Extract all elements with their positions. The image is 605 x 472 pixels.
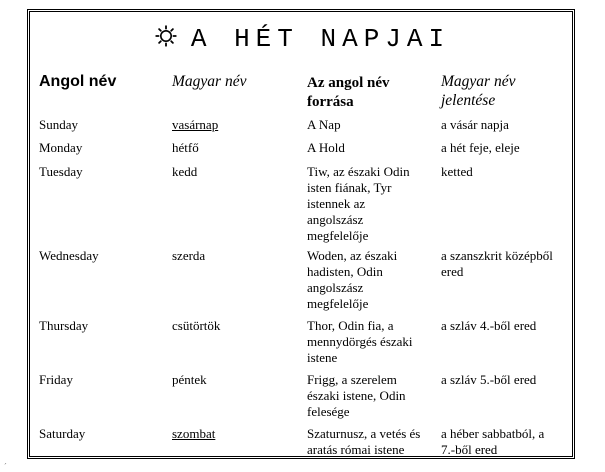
meaning-line: ered <box>441 264 464 279</box>
source-line: Szaturnusz, a vetés és <box>307 426 421 441</box>
cell-hungarian-tuesday: kedd <box>172 164 198 179</box>
cell-hungarian-thursday: csütörtök <box>172 318 221 333</box>
title-text: A HÉT NAPJAI <box>190 24 451 54</box>
meaning-line: a szláv 4.-ből ered <box>441 318 537 333</box>
source-line: Woden, az északi <box>307 248 398 263</box>
page-title <box>0 24 605 54</box>
cell-source-monday <box>307 140 345 156</box>
cell-english-monday: Monday <box>39 140 83 155</box>
footer-mark: ´ <box>4 462 7 471</box>
header-english-source-line2: forrása <box>307 94 354 110</box>
cell-meaning-thursday <box>441 318 536 334</box>
header-hungarian-meaning-line2: jelentése <box>441 92 496 109</box>
header-english-source <box>307 74 390 112</box>
header-hungarian-meaning <box>441 72 515 110</box>
cell-source-saturday <box>307 426 420 458</box>
source-line: istene <box>307 350 338 365</box>
cell-english-friday: Friday <box>39 372 73 387</box>
cell-hungarian-monday: hétfő <box>172 140 199 155</box>
source-line: A Hold <box>307 140 345 155</box>
meaning-line: a vásár napja <box>441 117 509 132</box>
source-line: hadisten, Odin <box>307 264 383 279</box>
cell-meaning-friday <box>441 372 536 388</box>
source-line: felesége <box>307 404 350 419</box>
source-line: mennydörgés északi <box>307 334 413 349</box>
cell-english-saturday: Saturday <box>39 426 86 441</box>
cell-source-sunday <box>307 117 341 133</box>
source-line: Frigg, a szerelem <box>307 372 397 387</box>
source-line: megfelelője <box>307 296 369 311</box>
meaning-line: a hét feje, eleje <box>441 140 520 155</box>
cell-hungarian-saturday[interactable]: szombat <box>172 426 216 441</box>
meaning-line: 7.-ből ered <box>441 442 498 457</box>
source-line: megfelelője <box>307 228 369 243</box>
header-hungarian-meaning-line1: Magyar név <box>441 73 516 90</box>
cell-meaning-saturday <box>441 426 544 458</box>
sun-icon <box>155 25 177 47</box>
source-line: istennek az <box>307 196 366 211</box>
cell-meaning-monday <box>441 140 520 156</box>
cell-hungarian-sunday[interactable]: vasárnap <box>172 117 219 132</box>
meaning-line: a szanszkrit középből <box>441 248 553 263</box>
header-hungarian-name: Magyar név <box>172 73 247 90</box>
cell-hungarian-friday: péntek <box>172 372 207 387</box>
cell-english-sunday: Sunday <box>39 117 78 132</box>
source-line: isten fiának, Tyr <box>307 180 392 195</box>
cell-english-wednesday: Wednesday <box>39 248 99 263</box>
source-line: aratás római istene <box>307 442 405 457</box>
cell-meaning-wednesday <box>441 248 553 280</box>
cell-meaning-tuesday <box>441 164 473 180</box>
source-line: A Nap <box>307 117 341 132</box>
source-line: északi istene, Odin <box>307 388 406 403</box>
cell-meaning-sunday <box>441 117 509 133</box>
cell-source-tuesday <box>307 164 410 244</box>
source-line: angolszász <box>307 280 364 295</box>
source-line: angolszász <box>307 212 364 227</box>
cell-english-tuesday: Tuesday <box>39 164 83 179</box>
cell-english-thursday: Thursday <box>39 318 89 333</box>
header-english-source-line1: Az angol név <box>307 75 390 91</box>
header-english-name: Angol név <box>39 73 117 90</box>
source-line: Thor, Odin fia, a <box>307 318 394 333</box>
cell-hungarian-wednesday: szerda <box>172 248 206 263</box>
cell-source-friday <box>307 372 406 420</box>
source-line: Tiw, az északi Odin <box>307 164 410 179</box>
meaning-line: ketted <box>441 164 473 179</box>
cell-source-thursday <box>307 318 413 366</box>
meaning-line: a héber sabbatból, a <box>441 426 545 441</box>
cell-source-wednesday <box>307 248 397 312</box>
meaning-line: a szláv 5.-ből ered <box>441 372 537 387</box>
